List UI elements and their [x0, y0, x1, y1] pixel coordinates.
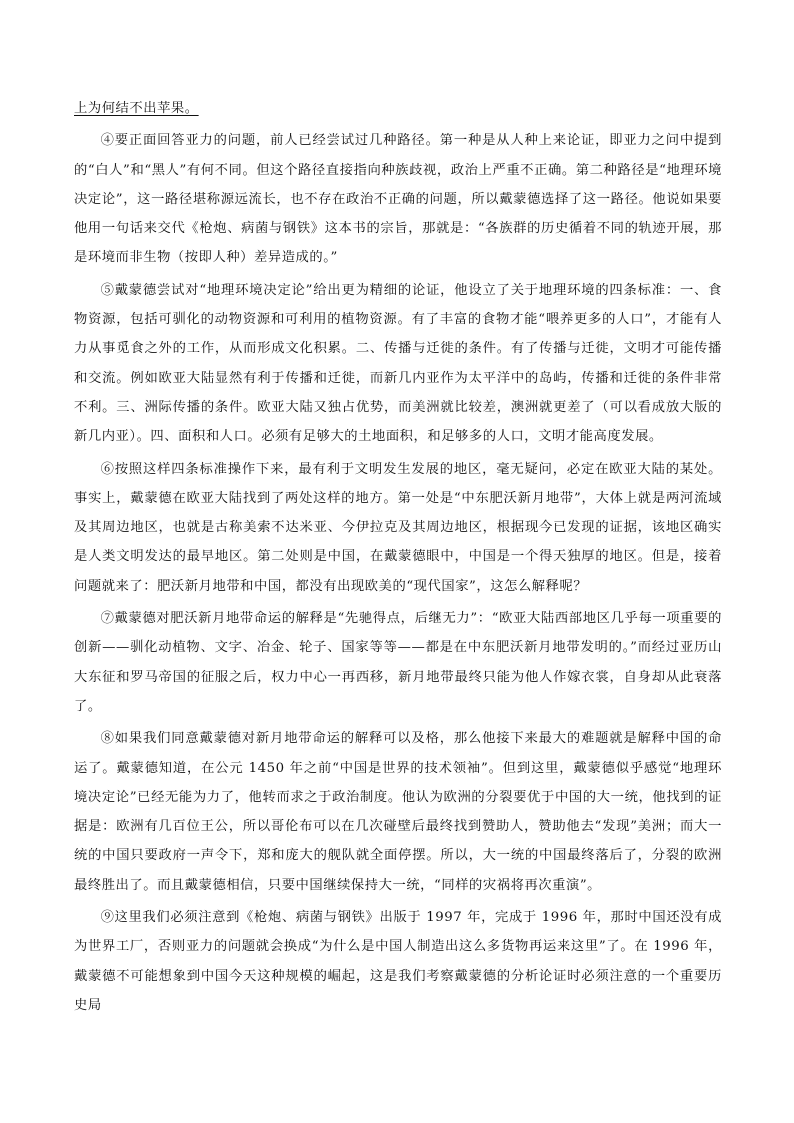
paragraph-9: ⑨这里我们必须注意到《枪炮、病菌与钢铁》出版于 1997 年，完成于 1996 年，那时中国还没有成为世界工厂，否则亚力的问题就会换成“为什么是中国人制造出这么多货物再运来这里”了。在 1996 年，戴蒙德不可能想象到中国今天这种规模的崛起，这是我们考察戴蒙德的分析论证时必须注意的一个重要历史局: [74, 910, 722, 1013]
paragraph-7: ⑦戴蒙德对肥沃新月地带命运的解释是“先驰得点，后继无力”：“欧亚大陆西部地区几乎每一项重要的创新——驯化动植物、文字、冶金、轮子、国家等等——都是在中东肥沃新月地带发明的。”而经过亚历山大东征和罗马帝国的征服之后，权力中心一再西移，新月地带最终只能为他人作嫁衣裳，自身却从此衰落了。: [74, 611, 722, 714]
paragraph-8: ⑧如果我们同意戴蒙德对新月地带命运的解释可以及格，那么他接下来最大的难题就是解释中国的命运了。戴蒙德知道，在公元 1450 年之前“中国是世界的技术领袖”。但到这里，戴蒙德似乎感觉“地理环境决定论”已经无能为力了，他转而求之于政治制度。他认为欧洲的分裂要优于中国的大一统，他找到的证据是：欧洲有几百位王公，所以哥伦布可以在几次碰壁后最终找到赞助人，赞助他去“发现”美洲；而大一统的中国只要政府一声令下，郑和庞大的舰队就全面停摆。所以，大一统的中国最终落后了，分裂的欧洲最终胜出了。而且戴蒙德相信，只要中国继续保持大一统，“同样的灾祸将再次重演”。: [74, 731, 722, 893]
paragraph-6: ⑥按照这样四条标准操作下来，最有利于文明发生发展的地区，毫无疑问，必定在欧亚大陆的某处。事实上，戴蒙德在欧亚大陆找到了两处这样的地方。第一处是“中东肥沃新月地带”，大体上就是两河流域及其周边地区，也就是古称美索不达米亚、今伊拉克及其周边地区，根据现今已发现的证据，该地区确实是人类文明发达的最早地区。第二处则是中国，在戴蒙德眼中，中国是一个得天独厚的地区。但是，接着问题就来了：肥沃新月地带和中国，都没有出现欧美的“现代国家”，这怎么解释呢？: [74, 461, 722, 594]
paragraph-4: ④要正面回答亚力的问题，前人已经尝试过几种路径。第一种是从人种上来论证，即亚力之问中提到的“白人”和“黑人”有何不同。但这个路径直接指向种族歧视，政治上严重不正确。第二种路径是“地理环境决定论”，这一路径堪称源远流长，也不存在政治不正确的问题，所以戴蒙德选择了这一路径。他说如果要他用一句话来交代《枪炮、病菌与钢铁》这本书的宗旨，那就是：“各族群的历史循着不同的轨迹开展，那是环境而非生物（按即人种）差异造成的。”: [74, 133, 722, 266]
continued-sentence-fragment: 上为何结不出苹果。: [74, 101, 199, 116]
document-page: [74, 94, 722, 1020]
paragraph-5: ⑤戴蒙德尝试对“地理环境决定论”给出更为精细的论证，他设立了关于地理环境的四条标准：一、食物资源，包括可驯化的动物资源和可利用的植物资源。有了丰富的食物才能“喂养更多的人口”，才能有人力从事觅食之外的工作，从而形成文化积累。二、传播与迁徙的条件。有了传播与迁徙，文明才可能传播和交流。例如欧亚大陆显然有利于传播和迁徙，而新几内亚作为太平洋中的岛屿，传播和迁徙的条件非常不利。三、洲际传播的条件。欧亚大陆又独占优势，而美洲就比较差，澳洲就更差了（可以看成放大版的新几内亚）。四、面积和人口。必须有足够大的土地面积，和足够多的人口，文明才能高度发展。: [74, 282, 722, 445]
